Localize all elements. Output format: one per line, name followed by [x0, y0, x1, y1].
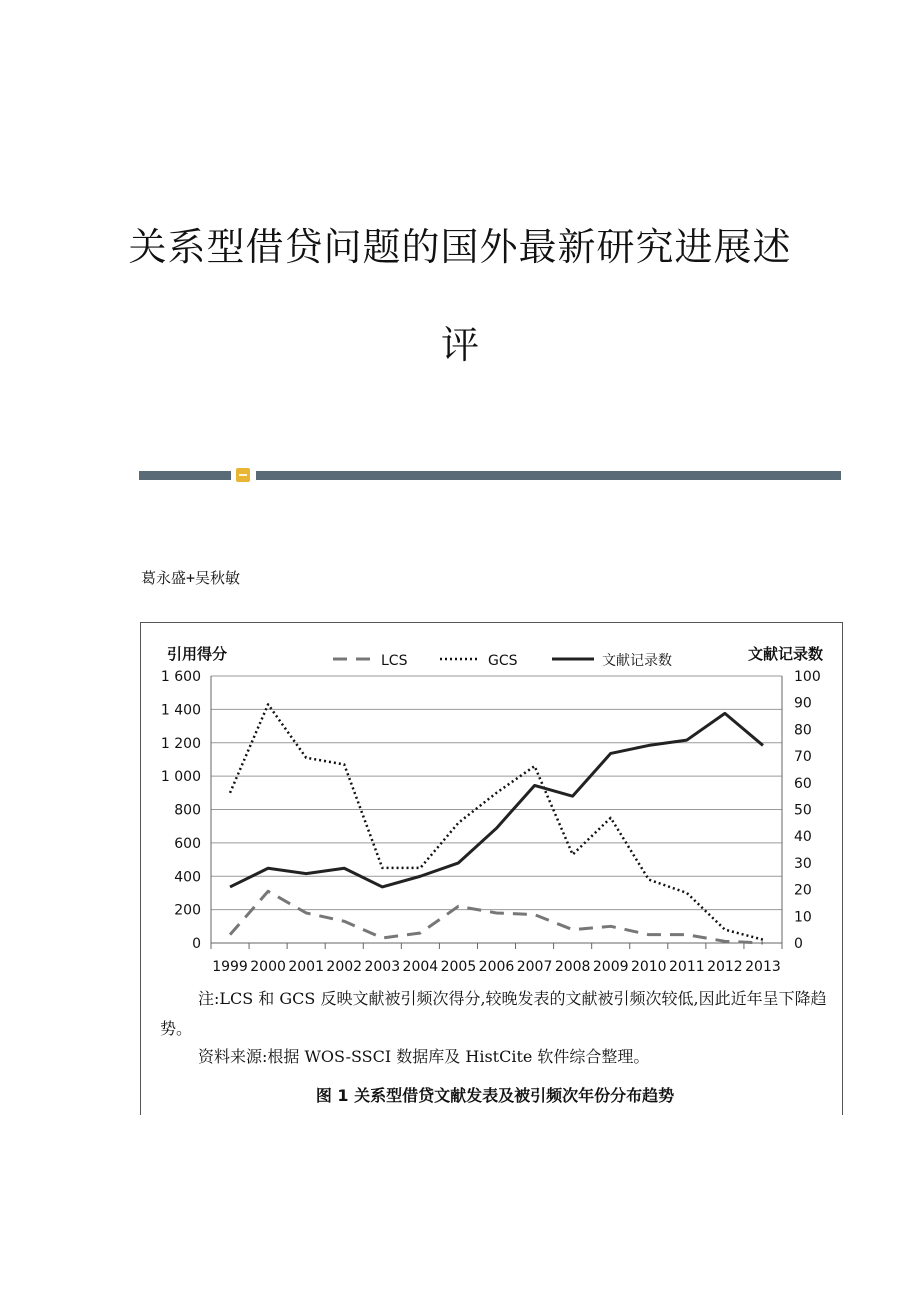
- left-tick-label: 600: [174, 835, 201, 852]
- figure-source: 资料来源:根据 WOS-SSCI 数据库及 HistCite 软件综合整理。: [198, 1047, 650, 1066]
- document-title-line1: 关系型借贷问题的国外最新研究进展述: [128, 225, 792, 269]
- x-tick-label: 2004: [402, 959, 439, 975]
- right-tick-label: 70: [794, 749, 812, 766]
- figure-caption: 图 1 关系型借贷文献发表及被引频次年份分布趋势: [315, 1086, 675, 1105]
- x-tick-label: 2008: [554, 959, 591, 975]
- right-tick-label: 90: [794, 695, 812, 712]
- x-tick-label: 2005: [440, 959, 477, 975]
- right-tick-label: 0: [794, 936, 803, 952]
- right-tick-label: 10: [794, 909, 812, 926]
- left-tick-label: 800: [174, 802, 201, 819]
- divider-right-bar: [256, 471, 841, 480]
- x-tick-label: 2000: [250, 959, 286, 975]
- left-tick-label: 1 600: [160, 669, 201, 685]
- left-tick-label: 1 200: [160, 735, 201, 752]
- right-tick-label: 20: [794, 882, 812, 899]
- author-line: 葛永盛+吴秋敏: [141, 569, 241, 587]
- divider-marker-icon: [236, 468, 250, 482]
- right-tick-label: 60: [794, 775, 812, 792]
- legend-label: GCS: [488, 653, 518, 669]
- legend-label: 文献记录数: [602, 653, 672, 669]
- right-tick-label: 50: [794, 802, 812, 819]
- document-title-line2: 评: [440, 323, 479, 367]
- x-tick-label: 2003: [364, 959, 401, 975]
- right-tick-label: 80: [794, 722, 812, 739]
- left-tick-label: 0: [192, 936, 201, 952]
- x-tick-label: 2001: [288, 959, 324, 975]
- x-tick-label: 2009: [592, 959, 629, 975]
- section-divider: [139, 471, 841, 480]
- left-tick-label: 1 000: [160, 769, 201, 786]
- legend-label: LCS: [381, 653, 408, 669]
- x-tick-label: 2007: [516, 959, 553, 975]
- x-tick-label: 2006: [478, 959, 515, 975]
- left-tick-label: 400: [174, 869, 201, 886]
- divider-left-bar: [139, 471, 231, 480]
- x-tick-label: 2010: [630, 959, 667, 975]
- figure-note: 注:LCS 和 GCS 反映文献被引频次得分,较晚发表的文献被引频次较低,因此近年呈下降趋势。: [160, 989, 827, 1038]
- x-tick-label: 1999: [212, 959, 248, 975]
- right-tick-label: 30: [794, 855, 812, 872]
- right-axis-title: 文献记录数: [748, 645, 824, 663]
- left-tick-label: 1 400: [160, 702, 201, 719]
- right-tick-label: 40: [794, 829, 812, 846]
- x-tick-label: 2002: [326, 959, 363, 975]
- left-axis-title: 引用得分: [167, 645, 228, 663]
- x-tick-label: 2011: [669, 959, 705, 975]
- x-tick-label: 2012: [707, 959, 743, 975]
- right-tick-label: 100: [794, 669, 821, 685]
- x-tick-label: 2013: [745, 959, 781, 975]
- left-tick-label: 200: [174, 902, 201, 919]
